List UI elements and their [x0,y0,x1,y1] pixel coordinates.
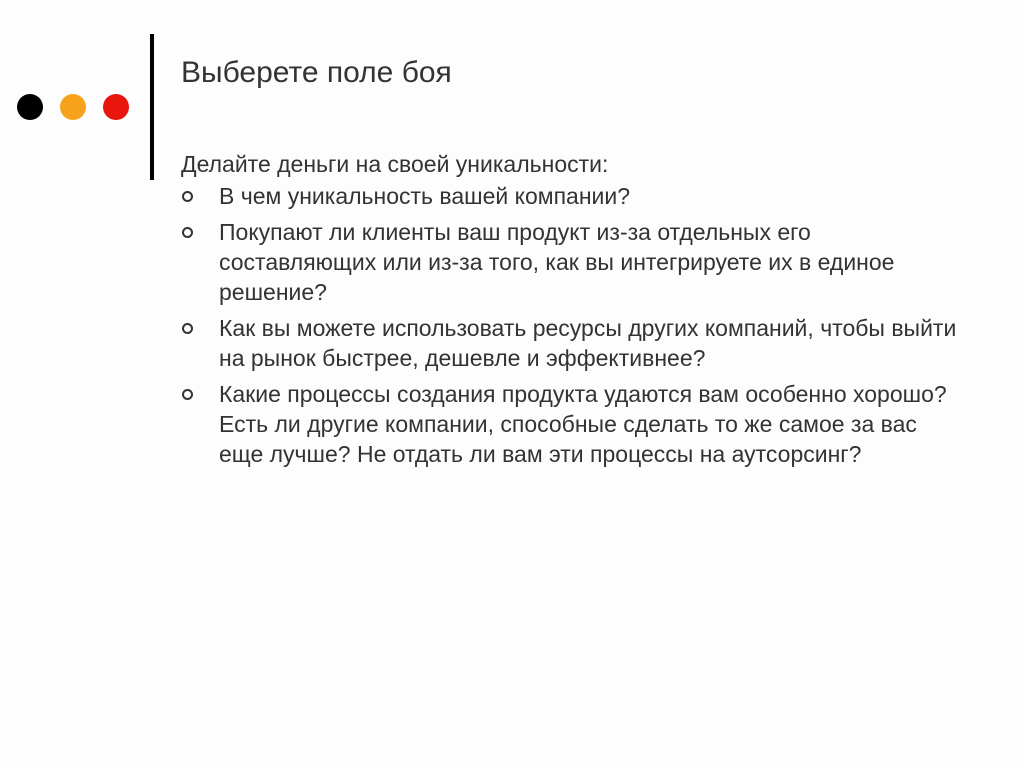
red-dot-icon [103,94,129,120]
intro-text: Делайте деньги на своей уникальности: [181,151,609,177]
bullet-item [181,379,961,469]
bullet-text: Как вы можете использовать ресурсы других компаний, чтобы выйти на рынок быстрее, дешевле и эффективнее? [219,315,957,371]
bullet-circle-icon [182,323,193,334]
bullet-text: Какие процессы создания продукта удаются вам особенно хорошо? Есть ли другие компании, способные сделать то же самое за вас еще лучше? Не отдать ли вам эти процессы на аутсорсинг? [219,381,947,467]
bullet-text: В чем уникальность вашей компании? [219,183,631,209]
slide-body [181,149,961,475]
bullet-circle-icon [182,227,193,238]
black-dot-icon [17,94,43,120]
slide-title: Выберете поле боя [181,56,452,89]
bullet-text: Покупают ли клиенты ваш продукт из-за отдельных его составляющих или из-за того, как вы интегрируете их в единое решение? [219,219,895,305]
vertical-divider [150,34,154,180]
bullet-item [181,217,961,307]
bullet-item [181,313,961,373]
bullet-list [181,181,961,469]
bullet-circle-icon [182,389,193,400]
orange-dot-icon [60,94,86,120]
bullet-item [181,181,961,211]
bullet-circle-icon [182,191,193,202]
